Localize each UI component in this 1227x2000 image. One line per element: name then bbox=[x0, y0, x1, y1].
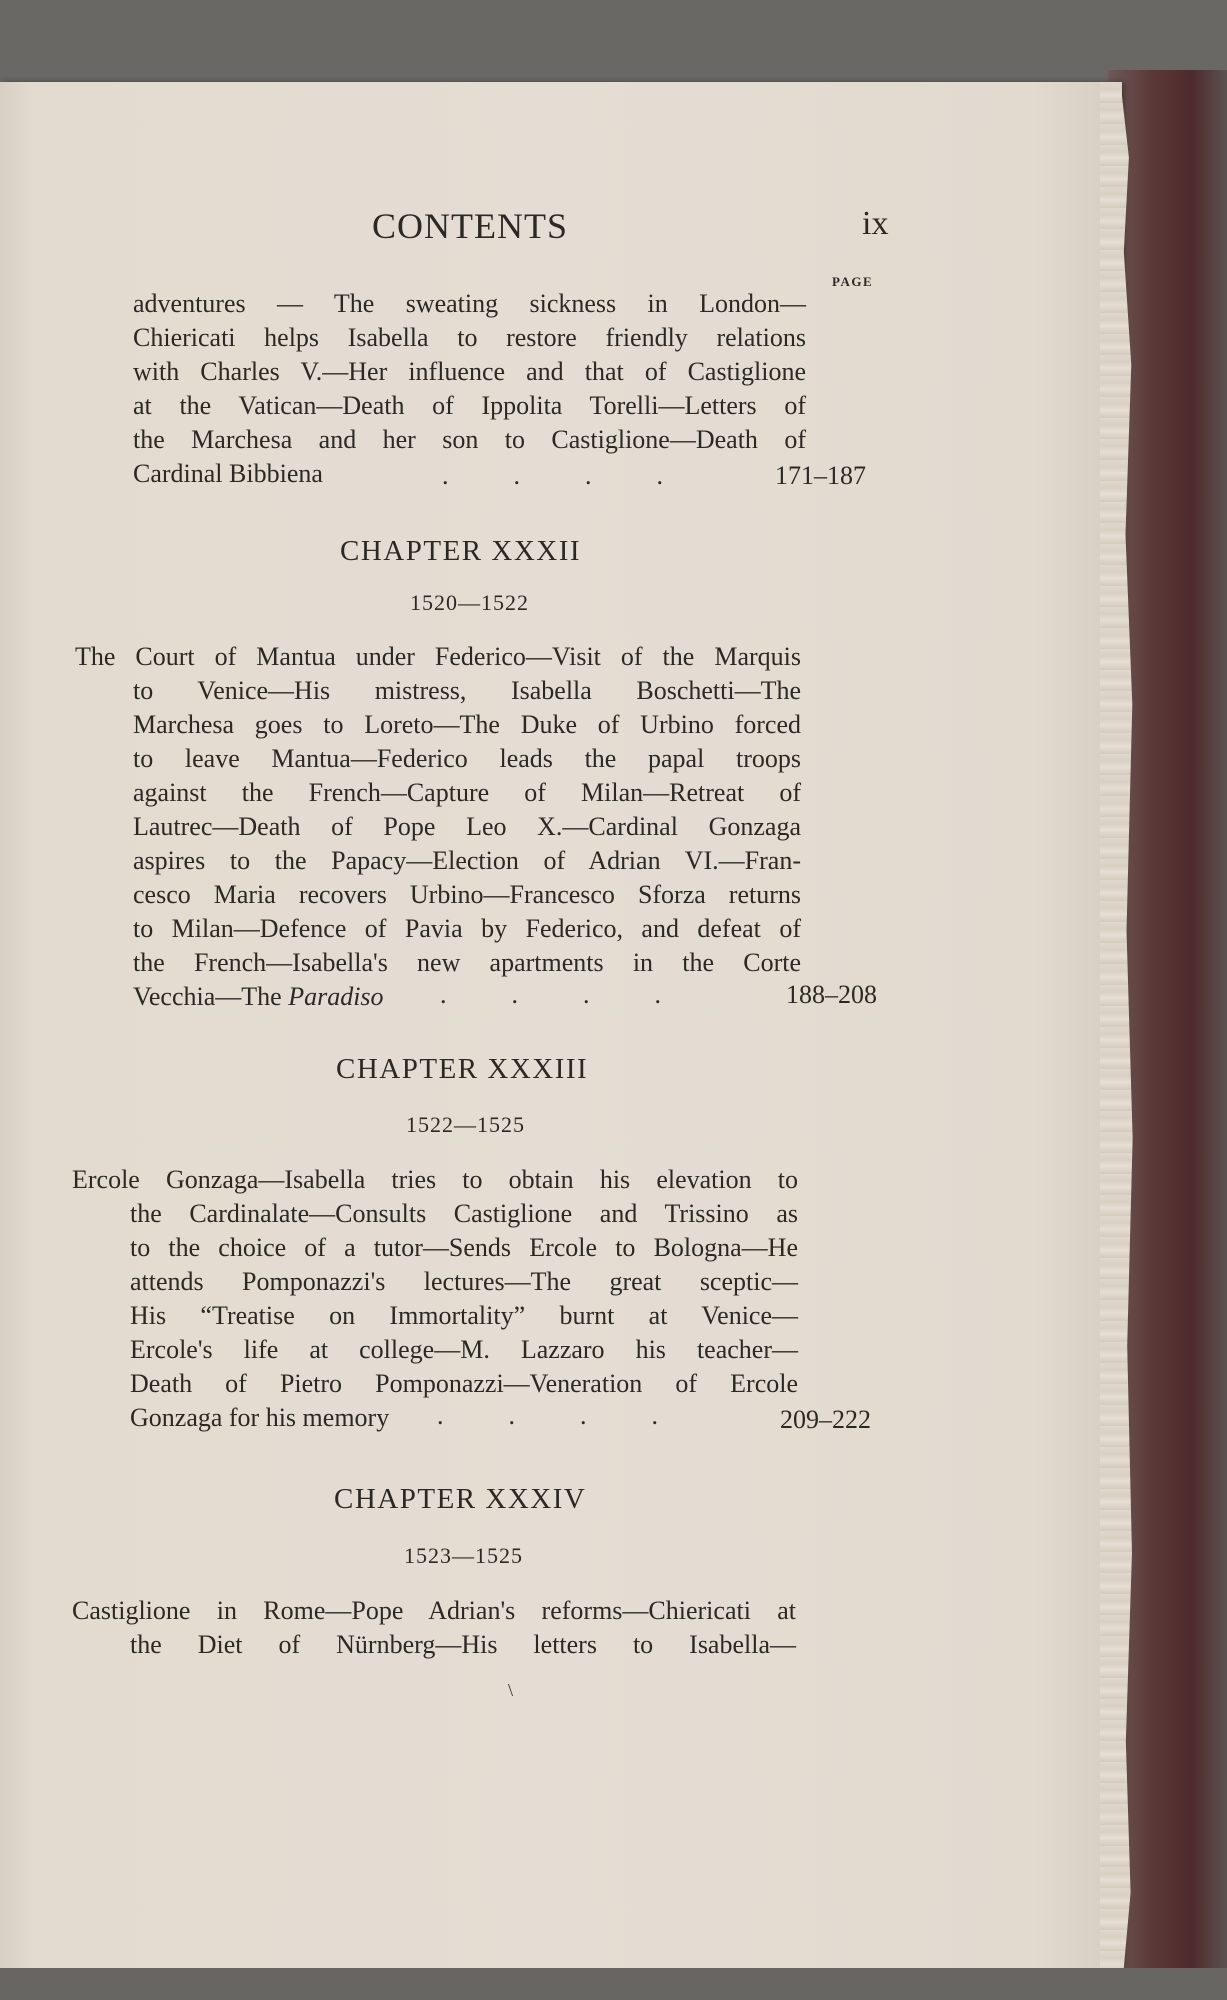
entry-line: attends Pomponazzi's lectures—The great sceptic— bbox=[130, 1267, 798, 1296]
entry-line: Castiglione in Rome—Pope Adrian's reforms—Chiericati at bbox=[72, 1596, 796, 1625]
background-bottom bbox=[0, 1968, 1227, 2000]
entry-line: to Venice—His mistress, Isabella Boschetti—The bbox=[133, 676, 801, 705]
entry-line: the French—Isabella's new apartments in the Corte bbox=[133, 948, 801, 977]
entry-line: Ercole's life at college—M. Lazzaro his teacher— bbox=[130, 1335, 798, 1364]
running-head: CONTENTS bbox=[372, 206, 568, 246]
entry-line: to the choice of a tutor—Sends Ercole to Bologna—He bbox=[130, 1233, 798, 1262]
italic-title: Paradiso bbox=[288, 982, 384, 1011]
entry-line: to leave Mantua—Federico leads the papal troops bbox=[133, 744, 801, 773]
entry-line: against the French—Capture of Milan—Retreat of bbox=[133, 778, 801, 807]
entry-line: Lautrec—Death of Pope Leo X.—Cardinal Gonzaga bbox=[133, 812, 801, 841]
page-range: 171–187 bbox=[775, 461, 866, 490]
entry-line: the Marchesa and her son to Castiglione—Death of bbox=[133, 425, 806, 454]
dot-leader: . . . . bbox=[437, 1401, 658, 1430]
entry-line: Death of Pietro Pomponazzi—Veneration of Ercole bbox=[130, 1369, 798, 1398]
dot-leader: . . . . bbox=[440, 980, 661, 1009]
entry-line: the Diet of Nürnberg—His letters to Isabella— bbox=[130, 1630, 796, 1659]
chapter-heading: CHAPTER XXXIII bbox=[336, 1053, 589, 1085]
chapter-heading: CHAPTER XXXIV bbox=[334, 1483, 587, 1515]
contents-entry bbox=[72, 1594, 796, 1662]
chapter-heading: CHAPTER XXXII bbox=[340, 535, 582, 567]
background-top bbox=[0, 0, 1227, 82]
entry-line-text: Vecchia—The bbox=[133, 982, 282, 1011]
chapter-years: 1522—1525 bbox=[406, 1112, 525, 1137]
entry-line: Chiericati helps Isabella to restore friendly relations bbox=[133, 323, 806, 352]
page-number: ix bbox=[862, 205, 889, 242]
dot-leader: . . . . bbox=[442, 461, 663, 490]
chapter-years: 1520—1522 bbox=[410, 590, 529, 615]
contents-entry bbox=[72, 1163, 798, 1435]
entry-line: Cardinal Bibbiena bbox=[133, 459, 323, 488]
contents-entry bbox=[75, 640, 801, 1014]
entry-line: Gonzaga for his memory bbox=[130, 1403, 390, 1432]
chapter-years: 1523—1525 bbox=[404, 1543, 523, 1568]
entry-line: at the Vatican—Death of Ippolita Torelli—Letters of bbox=[133, 391, 806, 420]
entry-line: The Court of Mantua under Federico—Visit of the Marquis bbox=[75, 642, 801, 671]
entry-line: with Charles V.—Her influence and that of Castiglione bbox=[133, 357, 806, 386]
entry-line: aspires to the Papacy—Election of Adrian VI.—Fran- bbox=[133, 846, 801, 875]
page-range: 209–222 bbox=[780, 1405, 871, 1434]
entry-line: adventures — The sweating sickness in London— bbox=[133, 289, 806, 318]
entry-line: His “Treatise on Immortality” burnt at Venice— bbox=[130, 1301, 798, 1330]
page-column-label: PAGE bbox=[832, 274, 874, 289]
page-range: 188–208 bbox=[786, 980, 877, 1009]
entry-line: cesco Maria recovers Urbino—Francesco Sforza returns bbox=[133, 880, 801, 909]
entry-line: Marchesa goes to Loreto—The Duke of Urbino forced bbox=[133, 710, 801, 739]
entry-line: Ercole Gonzaga—Isabella tries to obtain his elevation to bbox=[72, 1165, 798, 1194]
entry-line: the Cardinalate—Consults Castiglione and Trissino as bbox=[130, 1199, 798, 1228]
printer-mark: \ bbox=[508, 1680, 514, 1700]
entry-line: to Milan—Defence of Pavia by Federico, and defeat of bbox=[133, 914, 801, 943]
